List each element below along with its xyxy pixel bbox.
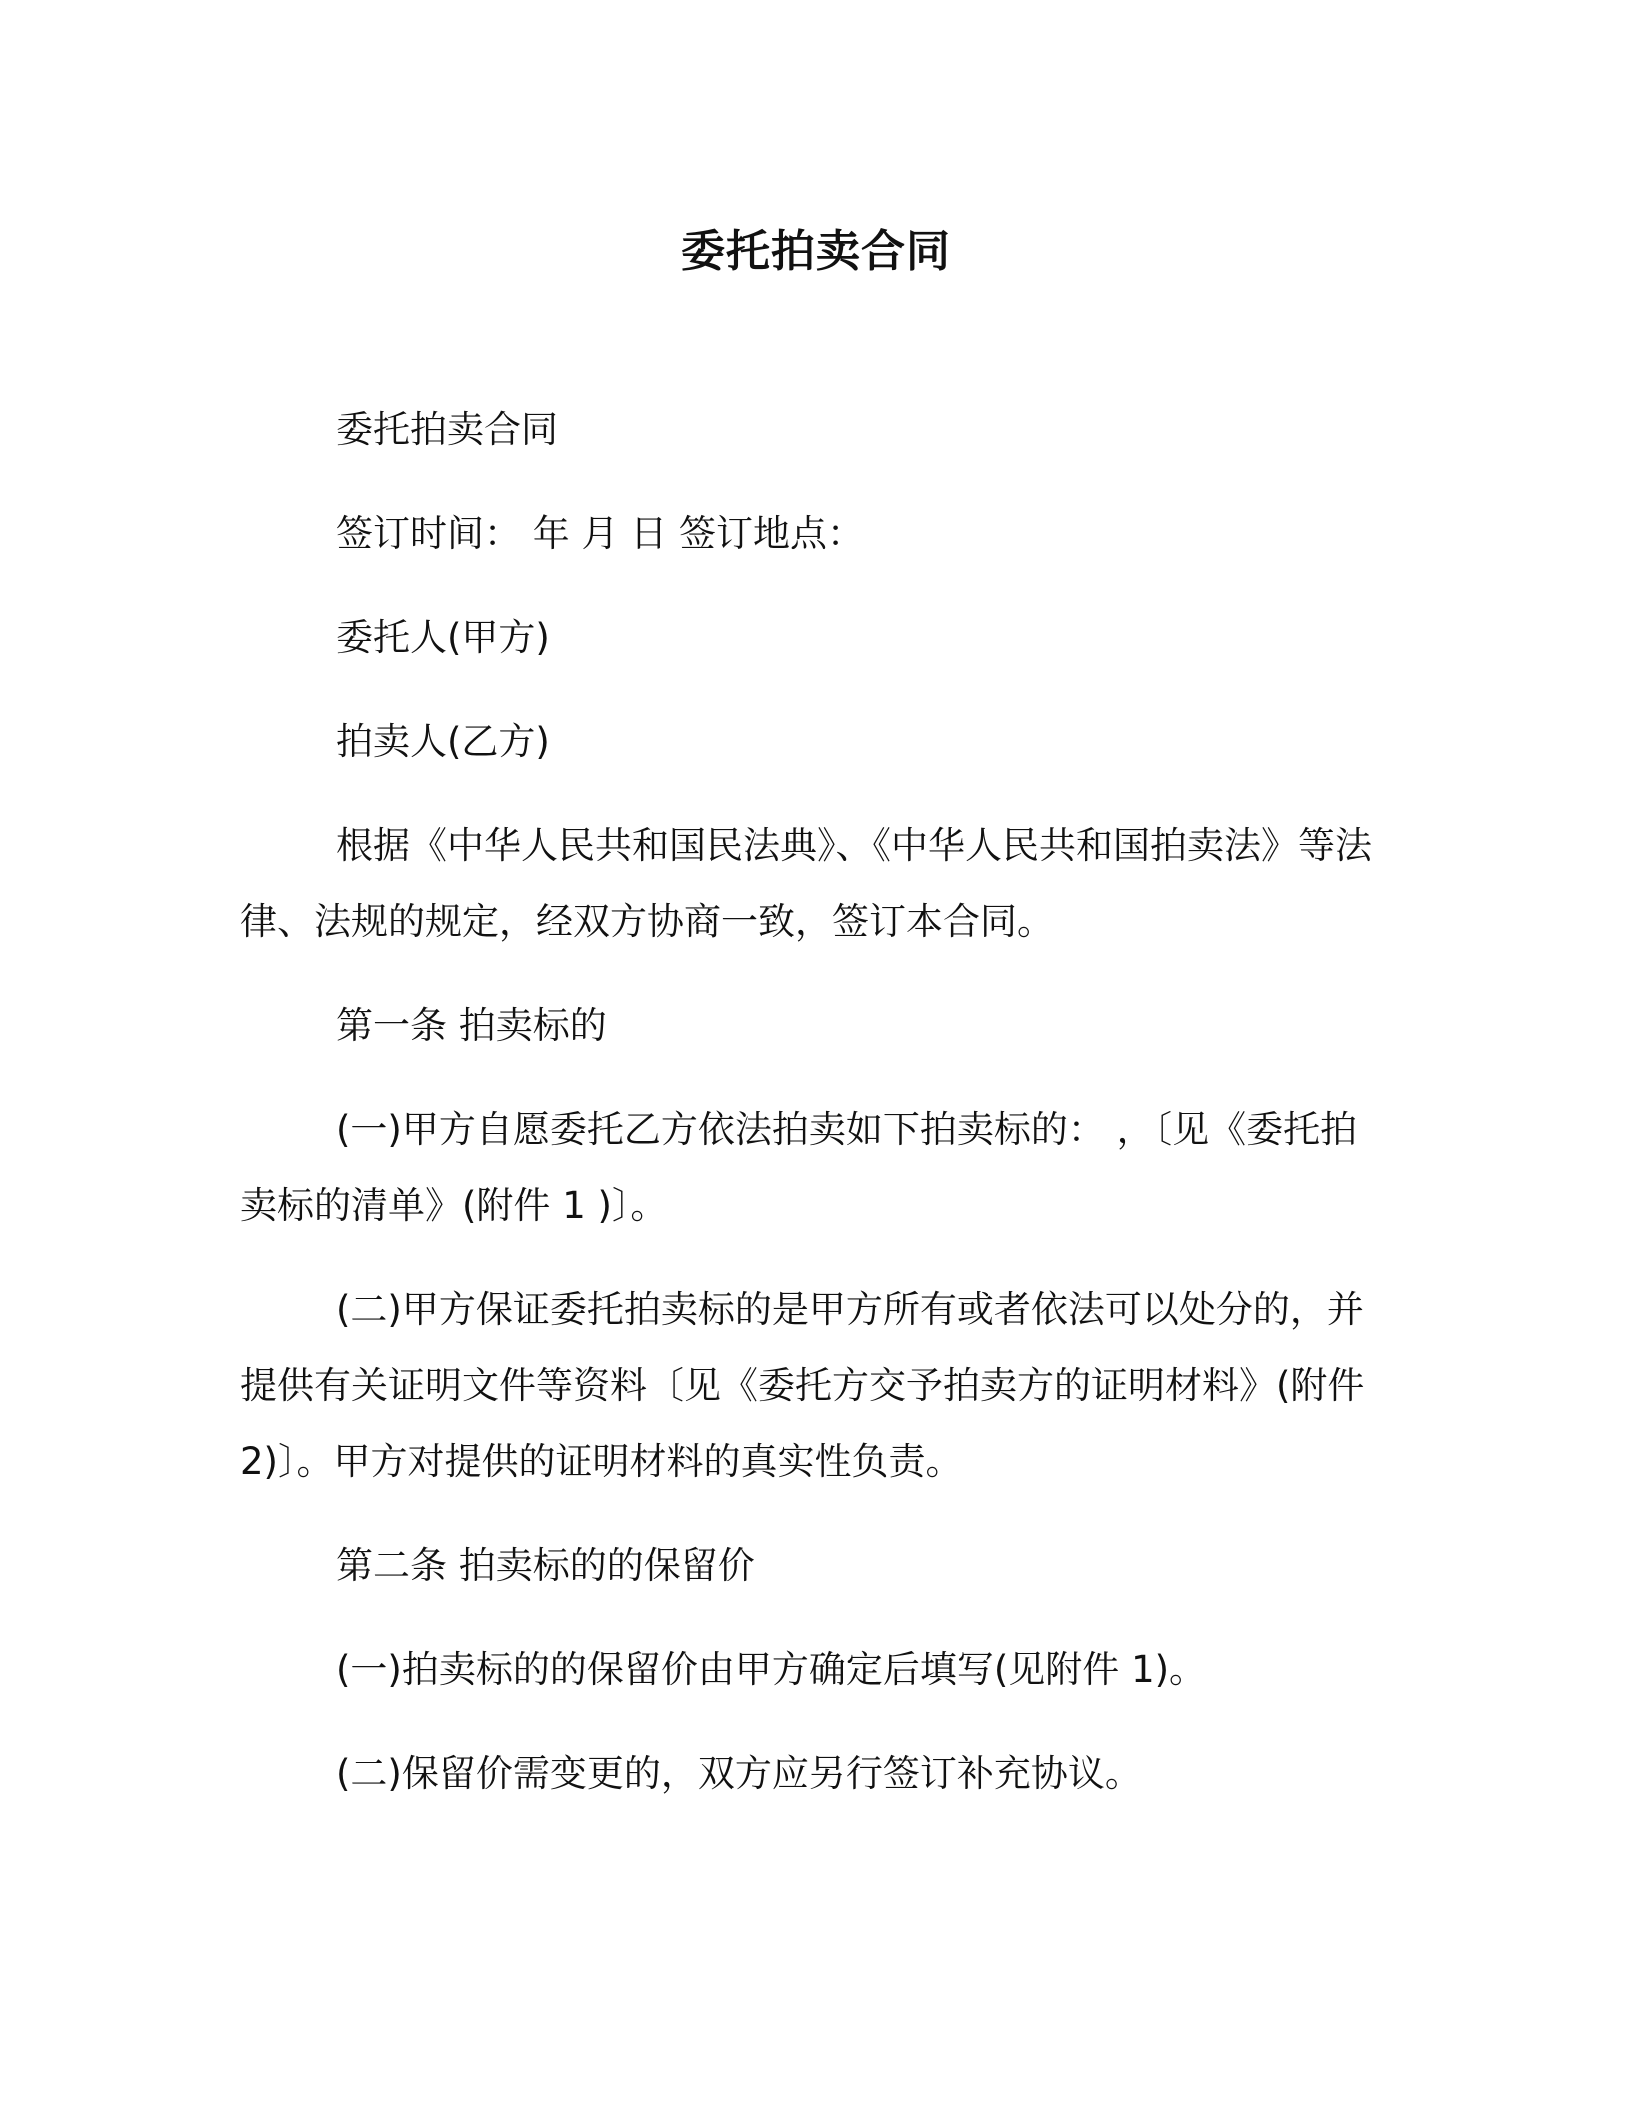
article-2-clause-1: (一)拍卖标的的保留价由甲方确定后填写(见附件 1)。 [336,1648,1207,1691]
article-2-heading: 第二条 拍卖标的的保留价 [336,1544,755,1587]
heading-repeat: 委托拍卖合同 [336,408,558,451]
signing-info: 签订时间： 年 月 日 签订地点： [336,512,865,555]
legal-basis-paragraph: 根据《中华人民共和国民法典》、《中华人民共和国拍卖法》等法律、法规的规定，经双方协商一致，签订本合同。 [240,824,1372,943]
document-body [240,392,1376,1840]
article-1-clause-2: (二)甲方保证委托拍卖标的是甲方所有或者依法可以处分的，并提供有关证明文件等资料〔见《委托方交予拍卖方的证明材料》(附件 2)〕。甲方对提供的证明材料的真实性负责。 [240,1288,1365,1483]
document-title: 委托拍卖合同 [681,226,951,277]
party-a: 委托人(甲方) [336,616,550,659]
article-1-heading: 第一条 拍卖标的 [336,1004,607,1047]
article-1-clause-1: (一)甲方自愿委托乙方依法拍卖如下拍卖标的： ，〔见《委托拍卖标的清单》(附件 1 )〕。 [240,1108,1358,1227]
article-2-clause-2: (二)保留价需变更的，双方应另行签订补充协议。 [336,1752,1142,1795]
party-b: 拍卖人(乙方) [336,720,550,763]
